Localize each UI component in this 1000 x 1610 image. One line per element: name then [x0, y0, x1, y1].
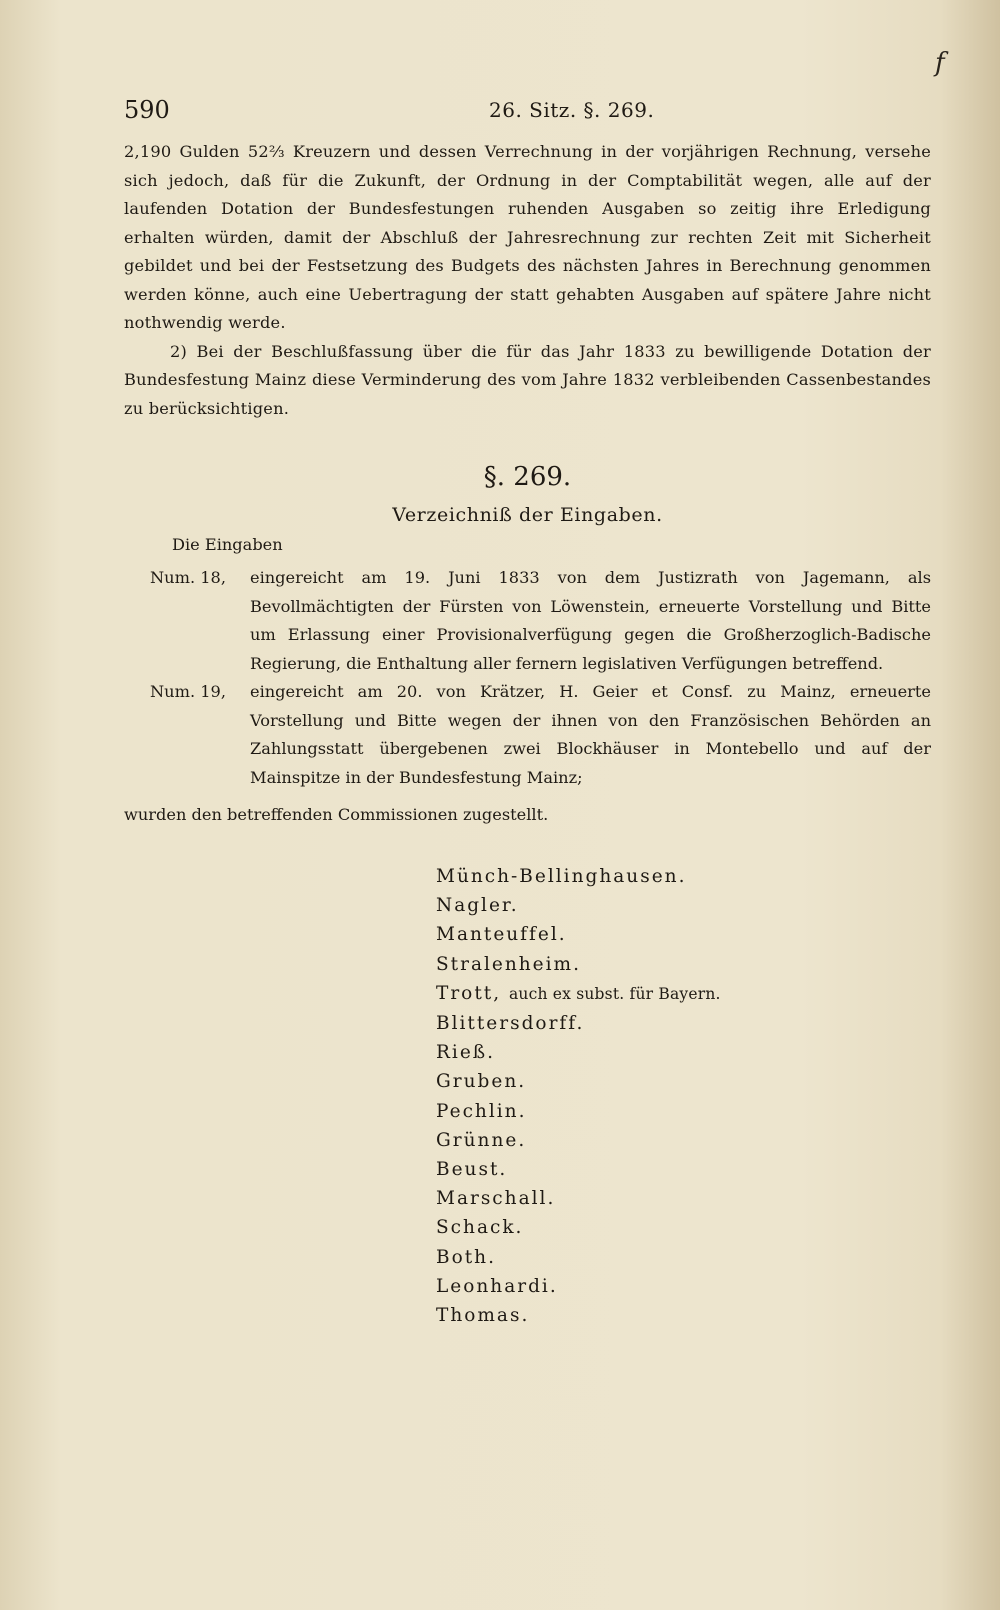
signatory: Rieß.	[436, 1042, 496, 1064]
signatory: Marschall.	[436, 1188, 556, 1210]
body-text	[124, 138, 931, 423]
signatory: Beust.	[436, 1159, 508, 1181]
section-intro: Die Eingaben	[172, 535, 283, 554]
signatory: Stralenheim.	[436, 953, 581, 975]
signatory: Nagler.	[436, 895, 519, 917]
signatory: Both.	[436, 1246, 496, 1268]
entry-number: Num. 19,	[150, 682, 226, 701]
signatory: Schack.	[436, 1217, 524, 1239]
entry-text: eingereicht am 20. von Krätzer, H. Geier et Consf. zu Mainz, erneuerte Vorstellung und Bitte wegen der ihnen von den Französischen Behörden an Zahlungsstatt übergebenen zwei Blockhäuser in Montebello und auf der Mainspitze in der Bundesfestung Mainz;	[250, 682, 931, 787]
signatory: Grünne.	[436, 1129, 527, 1151]
paragraph-1: 2,190 Gulden 52⅔ Kreuzern und dessen Verrechnung in der vorjährigen Rechnung, versehe sich jedoch, daß für die Zukunft, der Ordnung in der Comptabilität wegen, alle auf der laufenden Dotation der Bundesfestungen ruhenden Ausgaben so zeitig ihre Erledigung erhalten würden, damit der Abschluß der Jahresrechnung zur rechten Zeit mit Sicherheit gebildet und bei der Festsetzung des Budgets des nächsten Jahres in Berechnung genommen werden könne, auch eine Uebertragung der statt gehabten Ausgaben auf spätere Jahre nicht nothwendig werde.	[124, 142, 931, 332]
section-title: Verzeichniß der Eingaben.	[392, 504, 663, 526]
signatory-name: Trott,	[436, 982, 502, 1004]
signatory: Münch-Bellinghausen.	[436, 866, 687, 887]
signatory: Gruben.	[436, 1071, 527, 1093]
entry-19	[124, 678, 931, 792]
entry-text: eingereicht am 19. Juni 1833 von dem Justizrath von Jagemann, als Bevollmächtigten der Fürsten von Löwenstein, erneuerte Vorstellung und Bitte um Erlassung einer Provisionalverfügung gegen die Großherzoglich-Badische Regierung, die Enthaltung aller fernern legislativen Verfügungen betreffend.	[250, 568, 931, 673]
signatory-trott	[436, 979, 721, 1009]
signatory: Blittersdorff.	[436, 1013, 585, 1035]
signatory: Thomas.	[436, 1305, 530, 1327]
paragraph-2: 2) Bei der Beschlußfassung über die für das Jahr 1833 zu bewilligende Dotation der Bundesfestung Mainz diese Verminderung des vom Jahre 1832 verbleibenden Cassenbestandes zu berücksichtigen.	[124, 341, 931, 418]
running-head: 26. Sitz. §. 269.	[489, 98, 655, 122]
signatory-note: auch ex subst. für Bayern.	[508, 984, 721, 1003]
corner-mark: f	[935, 48, 945, 78]
section-number: §. 269.	[483, 462, 572, 492]
signatory: Manteuffel.	[436, 924, 567, 946]
signatory-list	[436, 862, 721, 1330]
page-number: 590	[124, 96, 170, 124]
signatory: Leonhardi.	[436, 1275, 558, 1297]
entry-number: Num. 18,	[150, 568, 226, 587]
page-header	[124, 96, 934, 130]
conclusion: wurden den betreffenden Commissionen zugestellt.	[124, 805, 549, 824]
signatory: Pechlin.	[436, 1100, 527, 1122]
entry-18	[124, 564, 931, 678]
